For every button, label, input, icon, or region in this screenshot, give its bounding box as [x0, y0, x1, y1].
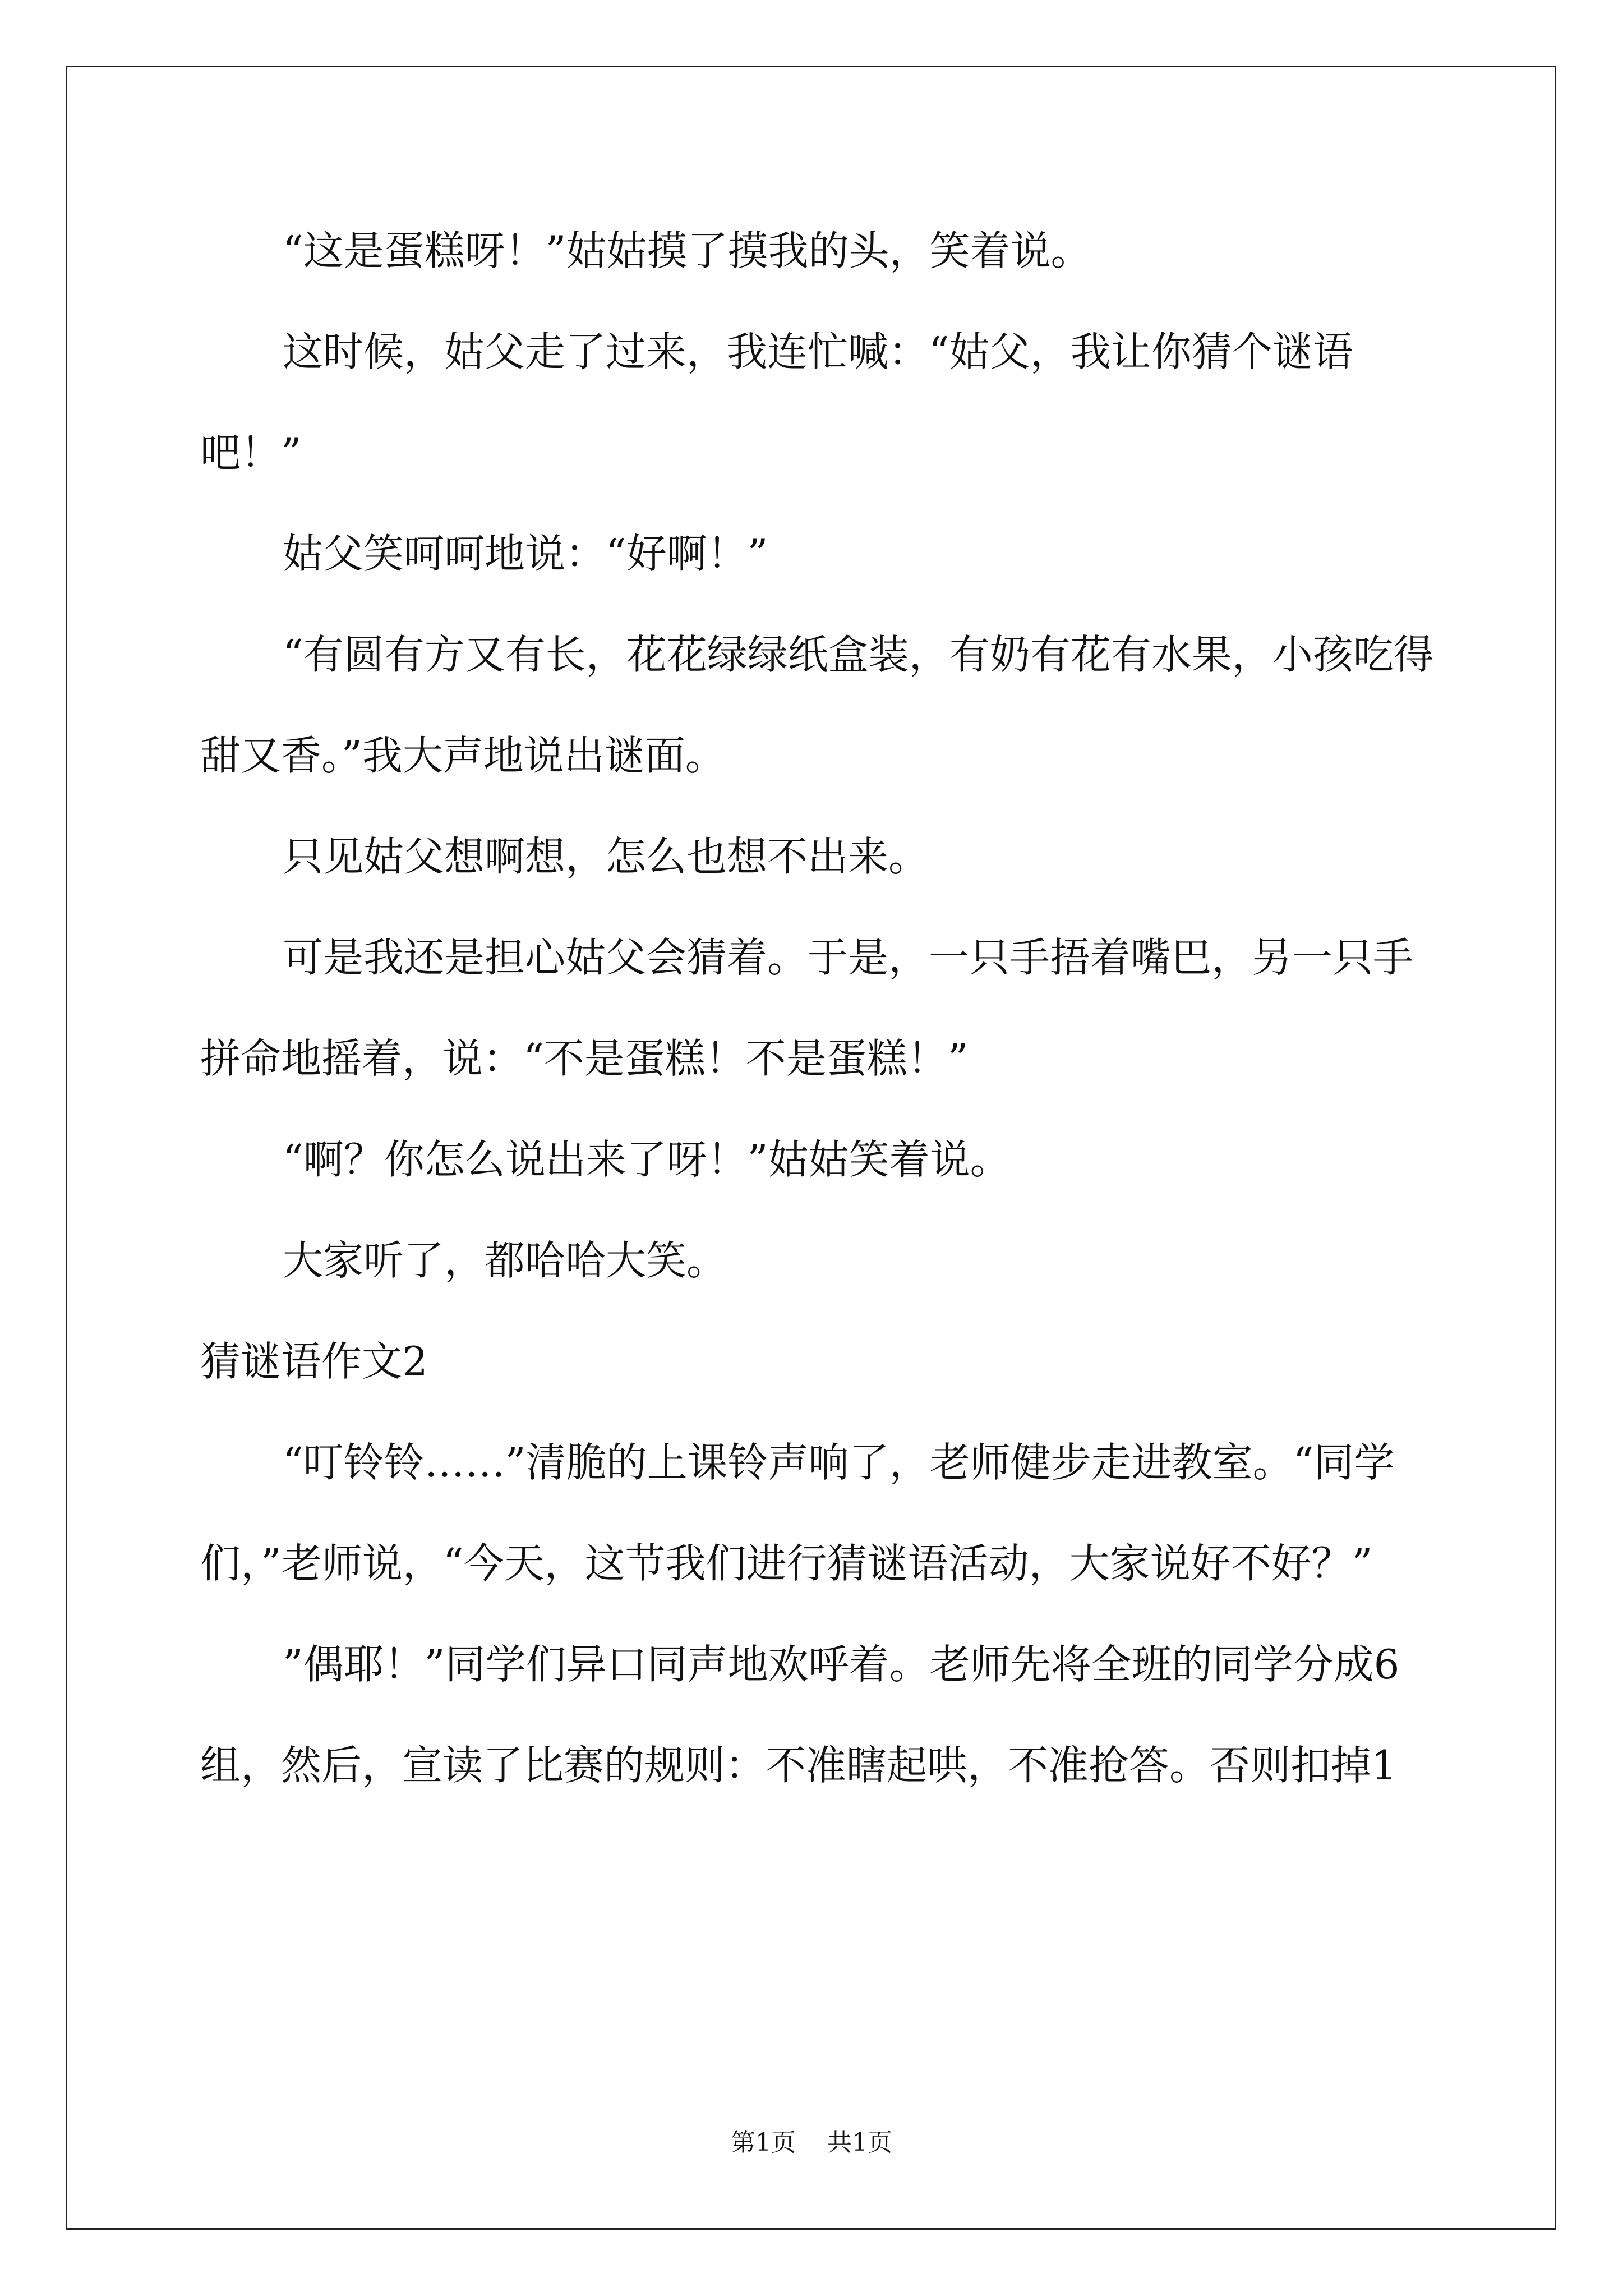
paragraph: 大家听了，都哈哈大笑。 — [283, 1237, 727, 1284]
page-number: 第1页 — [731, 2128, 796, 2157]
paragraph: “这是蛋糕呀！”姑姑摸了摸我的头，笑着说。 — [283, 227, 1091, 274]
paragraph: 这时候，姑父走了过来，我连忙喊：“姑父，我让你猜个谜语吧！” — [200, 328, 1353, 476]
paragraph: 姑父笑呵呵地说：“好啊！” — [283, 530, 768, 577]
paragraph: “啊？你怎么说出来了呀！”姑姑笑着说。 — [283, 1136, 1011, 1183]
section-heading: 猜谜语作文2 — [200, 1338, 428, 1385]
paragraph: 可是我还是担心姑父会猜着。于是，一只手捂着嘴巴，另一只手拼命地摇着，说：“不是蛋糕！不是蛋糕！” — [200, 934, 1414, 1082]
paragraph: “叮铃铃……”清脆的上课铃声响了，老师健步走进教室。“同学们，”老师说，“今天，这节我们进行猜谜语活动，大家说好不好？” — [200, 1439, 1395, 1587]
paragraph: 只见姑父想啊想，怎么也想不出来。 — [283, 833, 929, 880]
page-footer — [0, 2126, 1623, 2160]
paragraph: ”偶耶！”同学们异口同声地欢呼着。老师先将全班的同学分成6组，然后，宣读了比赛的规则：不准瞎起哄，不准抢答。否则扣掉1 — [200, 1641, 1400, 1789]
paragraph: “有圆有方又有长，花花绿绿纸盒装，有奶有花有水果，小孩吃得甜又香。”我大声地说出谜面。 — [200, 631, 1434, 779]
document-body — [200, 200, 1434, 1816]
page-total: 共1页 — [827, 2128, 892, 2157]
